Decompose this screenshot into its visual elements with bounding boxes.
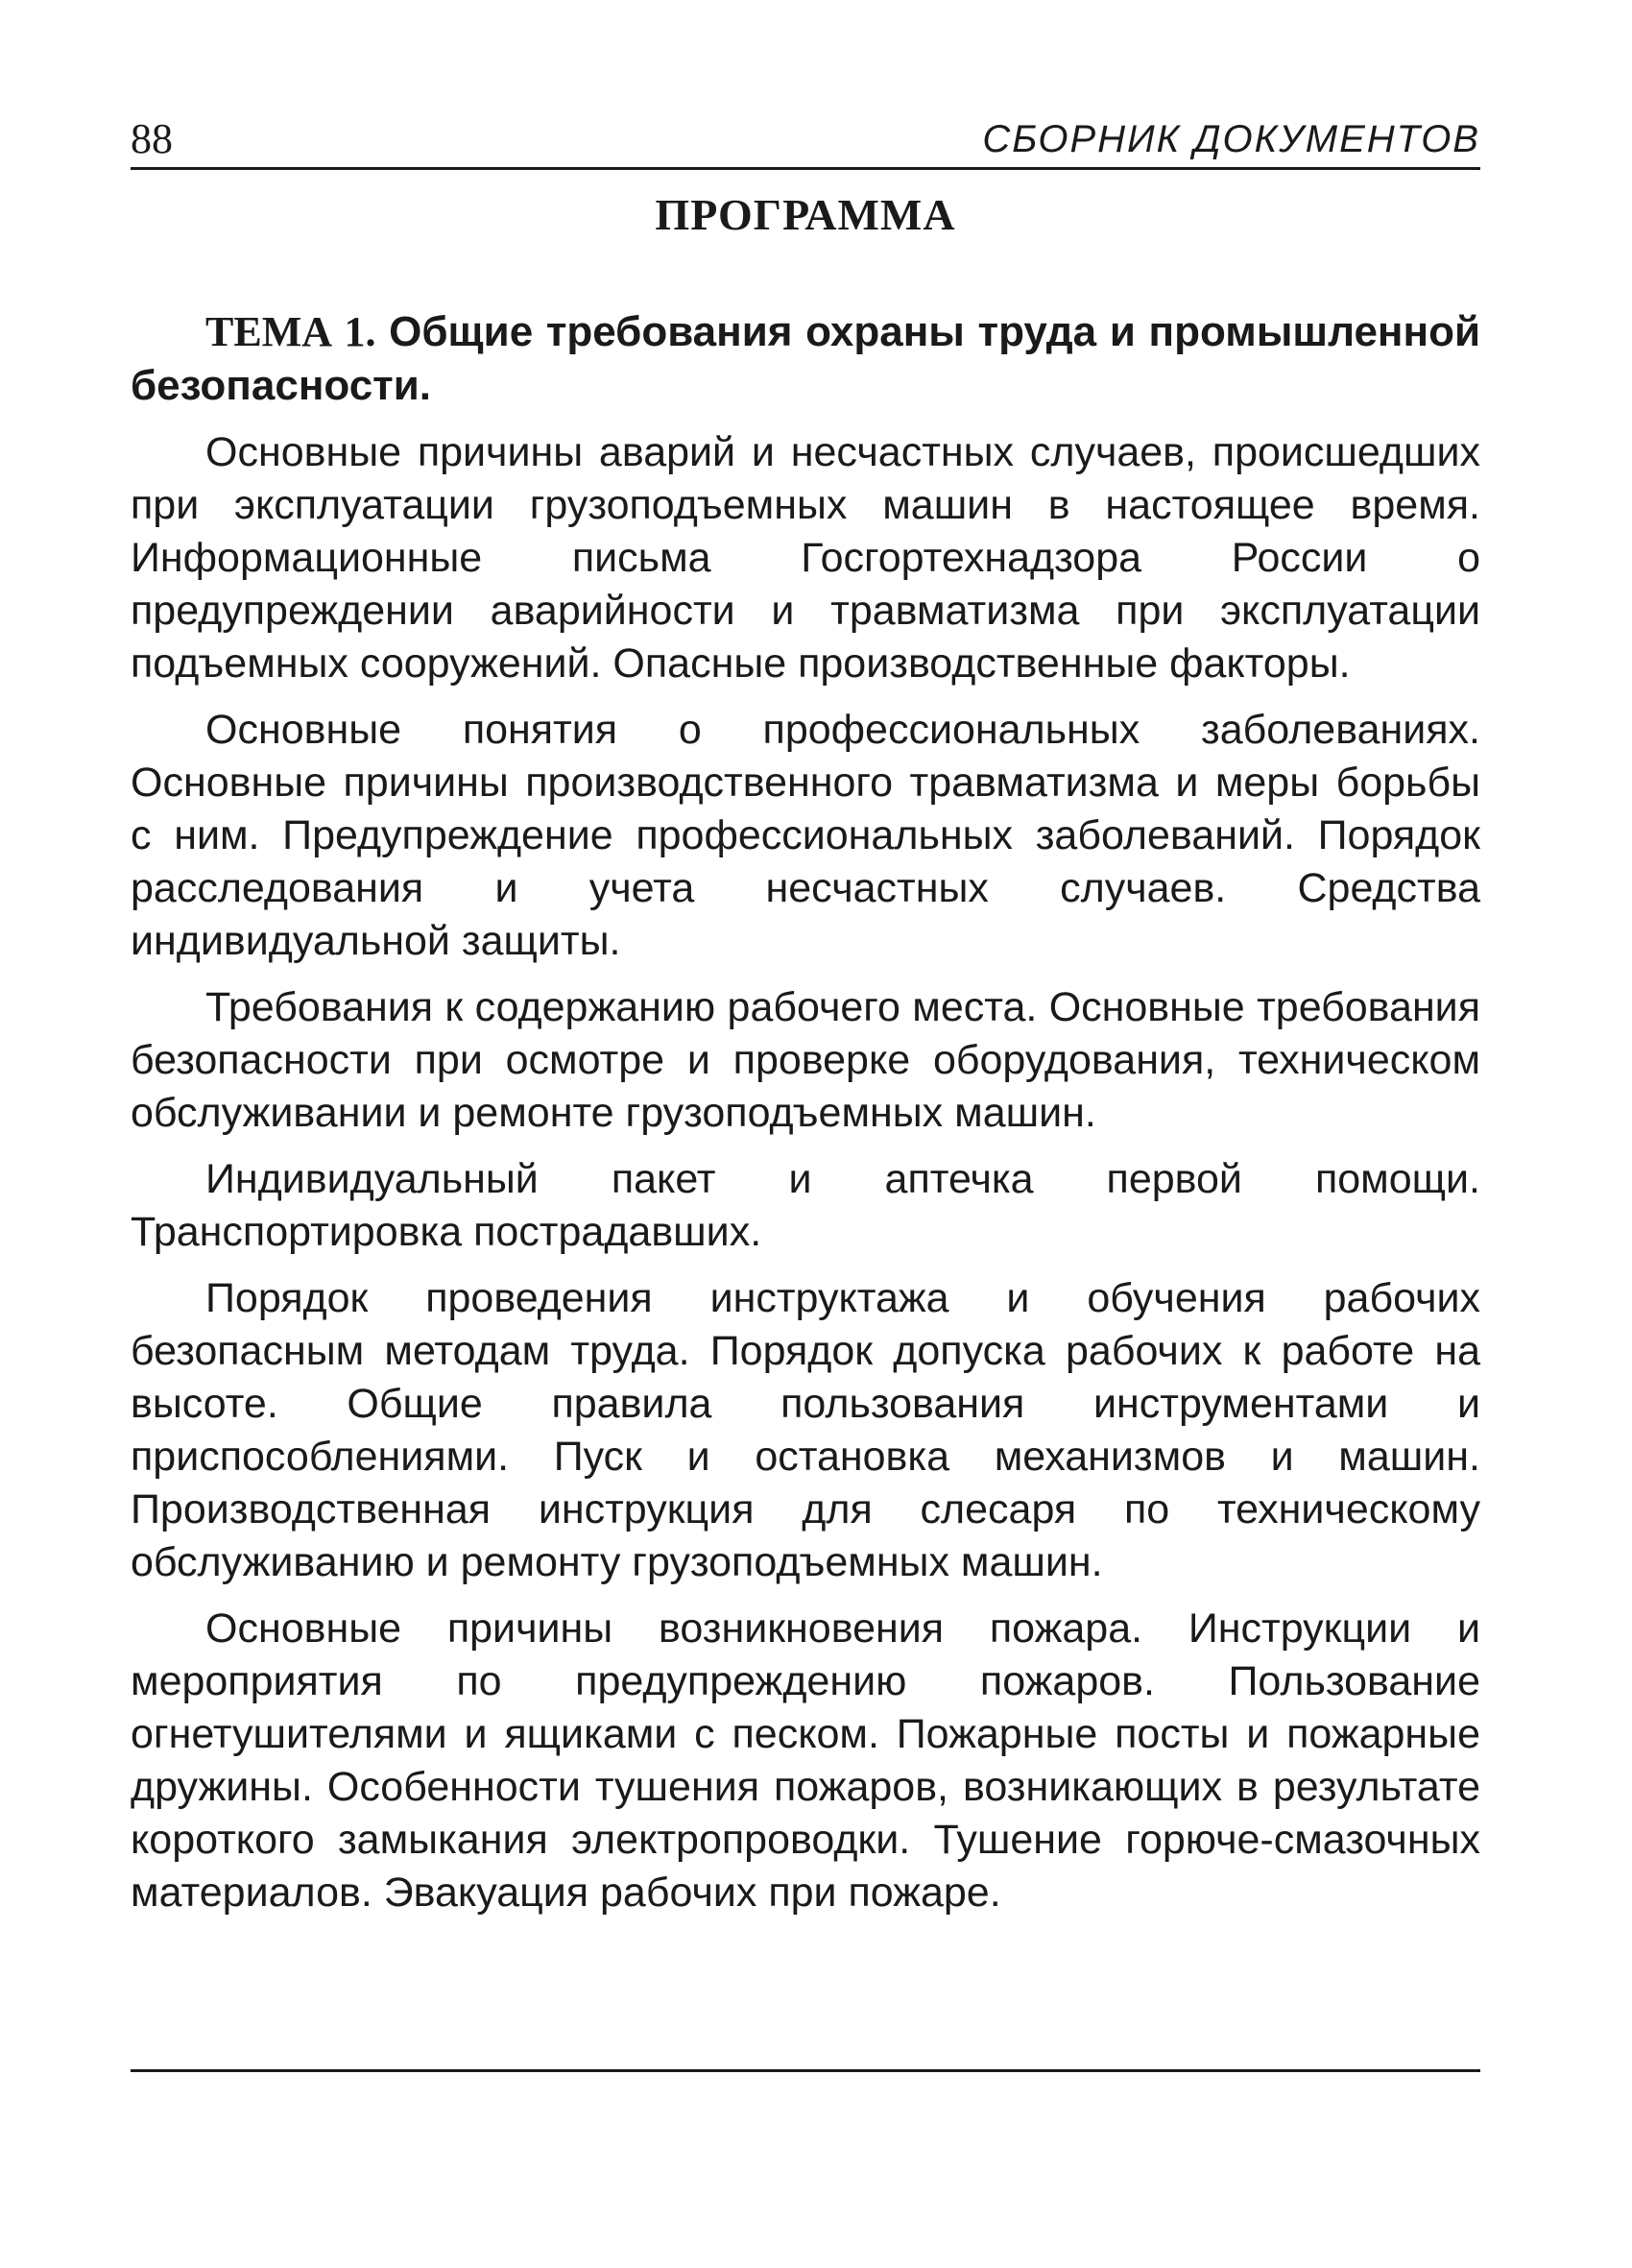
running-header [131, 113, 1480, 170]
body-text [131, 305, 1480, 1919]
paragraph-occupational-diseases: Основные понятия о профессиональных заболеваниях. Основные причины производственного травматизма и меры борьбы с ним. Предупреждение профессиональных заболеваний. Порядок расследования и учета несчастных случаев. Средства индивидуальной защиты. [131, 707, 1480, 964]
paragraph-instruction-training: Порядок проведения инструктажа и обучения рабочих безопасным методам труда. Порядок допуска рабочих к работе на высоте. Общие правила пользования инструментами и приспособлениями. Пуск и остановка механизмов и машин. Производственная инструкция для слесаря по техническому обслуживанию и ремонту грузоподъемных машин. [131, 1275, 1480, 1585]
paragraph-fire-safety: Основные причины возникновения пожара. Инструкции и мероприятия по предупреждению пожаров. Пользование огнетушителями и ящиками с песком. Пожарные посты и пожарные дружины. Особенности тушения пожаров, возникающих в результате короткого замыкания электропроводки. Тушение горюче-смазочных материалов. Эвакуация рабочих при пожаре. [131, 1605, 1480, 1916]
topic-heading [131, 305, 1480, 413]
paragraph-first-aid: Индивидуальный пакет и аптечка первой помощи. Транспортировка пострадавших. [131, 1156, 1480, 1255]
paragraph-workplace-requirements: Требования к содержанию рабочего места. Основные требования безопасности при осмотре и проверке оборудования, техническом обслуживании и ремонте грузоподъемных машин. [131, 984, 1480, 1136]
page-number: 88 [131, 115, 173, 162]
bottom-rule [131, 2069, 1480, 2072]
running-title: СБОРНИК ДОКУМЕНТОВ [982, 118, 1480, 160]
paragraph-accidents: Основные причины аварий и несчастных случаев, происшедших при эксплуатации грузоподъемных машин в настоящее время. Информационные письма Госгортехнадзора России о предупреждении аварийности и травматизма при эксплуатации подъемных сооружений. Опасные производственные факторы. [131, 429, 1480, 687]
topic-number: ТЕМА 1. [205, 308, 376, 355]
topic-title: Общие требования охраны труда и промышленной безопасности. [131, 308, 1481, 409]
program-title: ПРОГРАММА [655, 190, 956, 239]
document-page [131, 0, 1480, 2268]
